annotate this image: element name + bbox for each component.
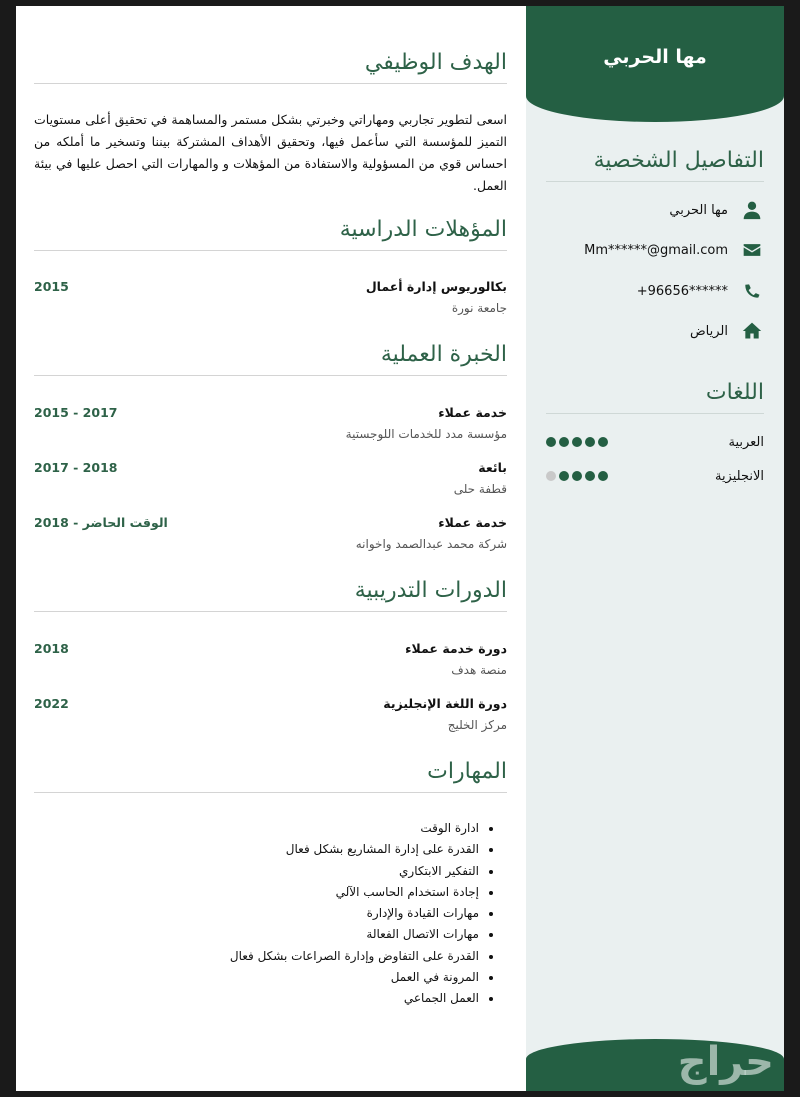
contact-phone-row <box>546 279 764 303</box>
entry-title: دورة اللغة الإنجليزية <box>383 696 507 711</box>
courses-title: الدورات التدريبية <box>34 578 507 612</box>
entry-date: 2018 - الوقت الحاضر <box>34 515 168 530</box>
user-icon <box>740 198 764 222</box>
level-dot-filled <box>585 471 595 481</box>
language-name: العربية <box>728 434 764 450</box>
course-entry <box>34 696 507 738</box>
entry-title: دورة خدمة عملاء <box>405 641 507 656</box>
level-dot-filled <box>598 437 608 447</box>
entry-title: خدمة عملاء <box>438 405 507 420</box>
entry-title: خدمة عملاء <box>438 515 507 530</box>
sidebar-footer <box>526 1039 784 1091</box>
entry-place: جامعة نورة <box>451 301 507 315</box>
entry-place: شركة محمد عبدالصمد واخوانه <box>355 537 507 551</box>
phone-icon <box>740 279 764 303</box>
contact-city: الرياض <box>689 323 728 339</box>
language-row <box>546 432 764 452</box>
level-dot-empty <box>546 471 556 481</box>
experience-entry <box>34 515 507 557</box>
entry-title: بكالوريوس إدارة أعمال <box>365 279 507 294</box>
language-row <box>546 466 764 486</box>
level-dot-filled <box>559 437 569 447</box>
language-level <box>546 437 608 447</box>
entry-title: بائعة <box>478 460 507 475</box>
entry-date: 2015 - 2017 <box>34 405 118 420</box>
entry-place: مركز الخليج <box>447 718 507 732</box>
entry-place: منصة هدف <box>451 663 507 677</box>
language-name: الانجليزية <box>714 468 764 484</box>
skill-item: • القدرة على إدارة المشاريع بشكل فعال <box>34 839 479 860</box>
contact-city-row <box>546 319 764 343</box>
resume-page <box>16 6 784 1091</box>
education-title: المؤهلات الدراسية <box>34 217 507 251</box>
entry-date: 2015 <box>34 279 69 294</box>
objective-text: اسعى لتطوير تجاربي ومهاراتي وخبرتي بشكل مستمر والمساهمة في تحقيق أعلى مستويات التميز للمؤسسة التي سأعمل فيها، وتحقيق الأهداف المشتركة بيننا وتسخير ما أملكه من احساس قوي من المسؤولية والاستفادة من المؤهلات و والمهارات التي احصل عليها في بيئة العمل. <box>34 112 507 193</box>
entry-place: قطفة حلى <box>453 482 507 496</box>
language-level <box>546 471 608 481</box>
skills-list <box>34 818 507 1010</box>
level-dot-filled <box>572 471 582 481</box>
skill-item: • ادارة الوقت <box>34 818 479 839</box>
personal-details-title: التفاصيل الشخصية <box>546 148 764 182</box>
level-dot-filled <box>585 437 595 447</box>
skill-item: • التفكير الابتكاري <box>34 861 479 882</box>
envelope-icon <box>740 238 764 262</box>
home-icon <box>740 319 764 343</box>
contact-phone: +96656****** <box>636 283 728 299</box>
experience-entry <box>34 460 507 502</box>
resume-sidebar <box>526 6 784 1091</box>
experience-title: الخبرة العملية <box>34 342 507 376</box>
level-dot-filled <box>559 471 569 481</box>
contact-email: Mm******@gmail.com <box>584 242 728 258</box>
candidate-name: مها الحربي <box>603 46 707 68</box>
skill-item: • المرونة في العمل <box>34 967 479 988</box>
contact-email-row <box>546 238 764 262</box>
skill-item: • مهارات الاتصال الفعالة <box>34 924 479 945</box>
watermark-logo: حراج <box>677 1039 774 1085</box>
languages-title: اللغات <box>546 380 764 414</box>
contact-name-row <box>546 198 764 222</box>
contact-name: مها الحربي <box>669 202 728 218</box>
skills-title: المهارات <box>34 759 507 793</box>
resume-main <box>34 6 507 1091</box>
education-entry <box>34 279 507 321</box>
level-dot-filled <box>598 471 608 481</box>
sidebar-header <box>526 6 784 122</box>
entry-date: 2018 <box>34 641 69 656</box>
level-dot-filled <box>572 437 582 447</box>
skill-item: • إجادة استخدام الحاسب الآلي <box>34 882 479 903</box>
entry-date: 2017 - 2018 <box>34 460 118 475</box>
experience-entry <box>34 405 507 447</box>
skill-item: • العمل الجماعي <box>34 988 479 1009</box>
objective-title: الهدف الوظيفي <box>34 50 507 84</box>
level-dot-filled <box>546 437 556 447</box>
skill-item: • مهارات القيادة والإدارة <box>34 903 479 924</box>
entry-date: 2022 <box>34 696 69 711</box>
entry-place: مؤسسة مدد للخدمات اللوجستية <box>345 427 507 441</box>
course-entry <box>34 641 507 683</box>
skill-item: • القدرة على التفاوض وإدارة الصراعات بشكل فعال <box>34 946 479 967</box>
